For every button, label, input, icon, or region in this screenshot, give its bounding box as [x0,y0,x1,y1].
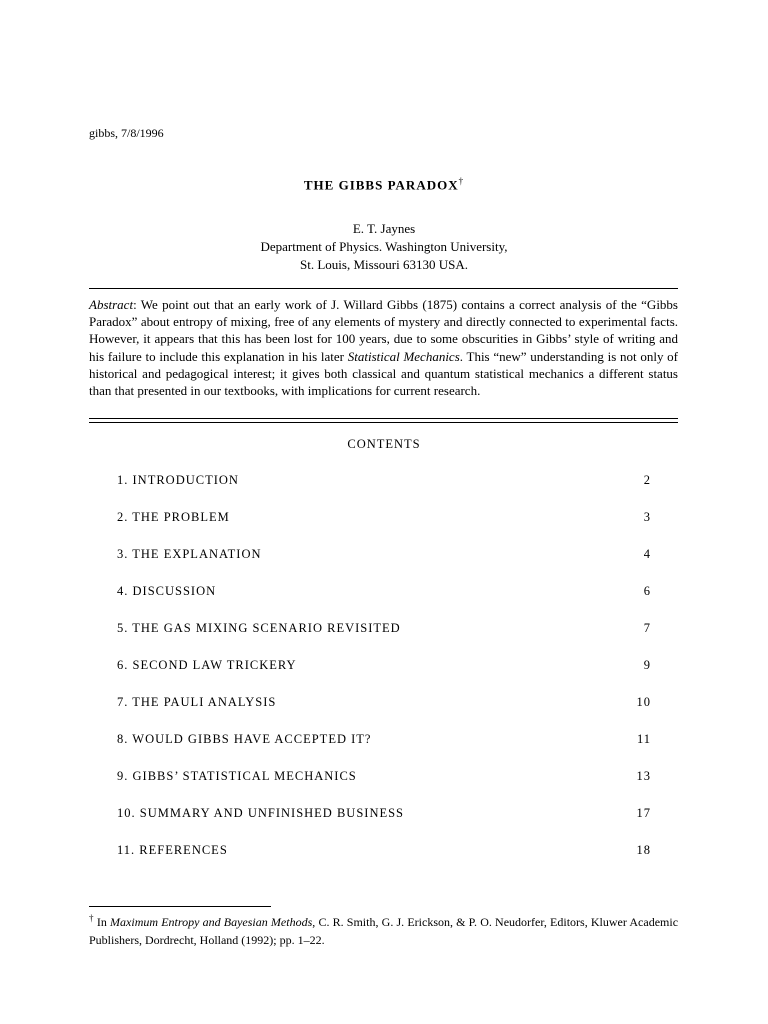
toc-page: 2 [643,473,651,487]
toc-entry [117,655,651,692]
toc-page: 18 [636,843,651,857]
author-block [0,220,768,274]
toc-page: 13 [636,769,651,783]
toc-entry [117,766,651,803]
toc-entry [117,618,651,655]
toc-entry [117,692,651,729]
toc-entry [117,507,651,544]
toc-title: 10. SUMMARY AND UNFINISHED BUSINESS [117,806,405,820]
toc-entry [117,470,651,507]
toc-title: 4. DISCUSSION [117,584,217,598]
toc-page: 3 [643,510,651,524]
toc-entry [117,729,651,766]
toc-title: 1. INTRODUCTION [117,473,239,487]
toc-entry [117,544,651,581]
toc-page: 10 [636,695,651,709]
abstract-italic-ref: Statistical Mechanics [347,348,460,364]
footnote-lead: In [93,915,111,929]
toc-page: 17 [636,806,651,820]
toc-title: 7. THE PAULI ANALYSIS [117,695,277,709]
toc-title: 3. THE EXPLANATION [117,547,262,561]
file-tag: gibbs, 7/8/1996 [89,126,164,140]
toc-page: 6 [643,584,651,598]
toc-entry [117,840,651,877]
toc-title: 9. GIBBS’ STATISTICAL MECHANICS [117,769,357,783]
toc-page: 4 [643,547,651,561]
footnote-rule [89,906,271,907]
page-title [0,176,768,193]
toc-title: 2. THE PROBLEM [117,510,230,524]
title-text: THE GIBBS PARADOX [303,177,459,193]
footnote-italic-ref: Maximum Entropy and Bayesian Methods [110,915,313,929]
abstract-label: Abstract [89,297,134,312]
toc-page: 11 [636,732,651,746]
toc-entry [117,581,651,618]
toc-entry [117,803,651,840]
toc-title: 5. THE GAS MIXING SCENARIO REVISITED [117,621,401,635]
contents-heading: CONTENTS [347,437,421,451]
toc-title: 6. SECOND LAW TRICKERY [117,658,297,672]
toc-page: 9 [643,658,651,672]
title-footnote-mark: † [458,176,465,186]
author-name: E. T. Jaynes [352,221,416,236]
abstract-bottom-rule-1 [89,418,678,419]
abstract-top-rule [89,288,678,289]
abstract-text-1: : We point out that an early work of J. Willard Gibbs (1875) contains a correct analysis of the “Gibbs Paradox” about entropy of mixing, free of any elements of mystery and directly connected to experimental facts. However, it appears that this has been lost for 100 years, due to some obscurities in Gibbs’ style of writing and his failure to include this explanation in his later [89,297,678,364]
abstract [89,296,678,399]
table-of-contents [117,470,651,877]
abstract-bottom-rule-2 [89,422,678,423]
affiliation-line-2: St. Louis, Missouri 63130 USA. [300,257,468,272]
toc-page: 7 [643,621,651,635]
footnote-mark: † [89,913,94,923]
abstract-text-2: . This “new” understanding is not only of historical and pedagogical interest; it gives both classical and quantum statistical mechanics a different status than that presented in our textbooks, with implications for current research. [89,348,678,399]
footnote [89,909,678,949]
toc-title: 8. WOULD GIBBS HAVE ACCEPTED IT? [117,732,372,746]
toc-title: 11. REFERENCES [117,843,228,857]
affiliation-line-1: Department of Physics. Washington University, [260,239,508,254]
footnote-rest: , C. R. Smith, G. J. Erickson, & P. O. Neudorfer, Editors, Kluwer Academic Publishers, Dordrecht, Holland (1992); pp. 1–22. [89,915,679,947]
